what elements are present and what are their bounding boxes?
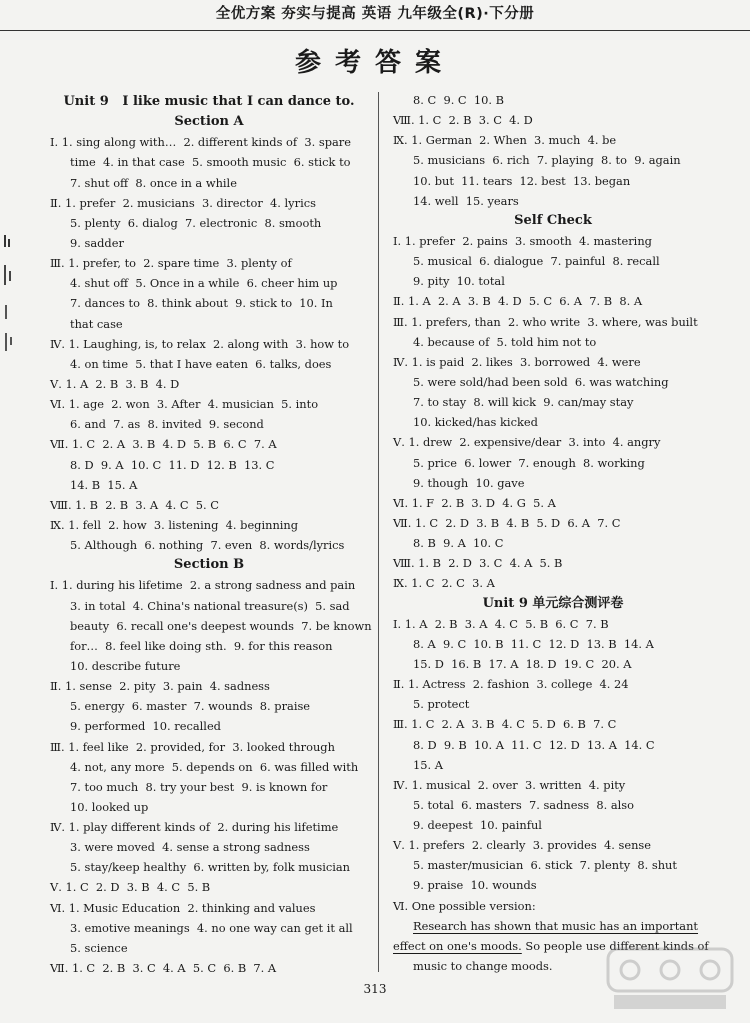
answer-line: 8. C 9. C 10. B xyxy=(413,93,504,107)
answer-group-line: Ⅴ. 1. A 2. B 3. B 4. D xyxy=(50,376,180,391)
answer-line: 5. energy 6. master 7. wounds 8. praise xyxy=(70,699,311,714)
answer-line: 8. D 9. B 10. A 11. C 12. D 13. A 14. C xyxy=(413,737,655,752)
answer-line: 5. were sold/had been sold 6. was watching xyxy=(413,374,669,389)
answer-group-line: Ⅰ. 1. sing along with… 2. different kinds of 3. spare xyxy=(50,135,351,150)
answer-group-line: Ⅶ. 1. C 2. B 3. C 4. A 5. C 6. B 7. A xyxy=(50,961,277,976)
answer-line: 7. too much 8. try your best 9. is known for xyxy=(70,779,328,794)
answer-group-line: Ⅲ. 1. prefers, than 2. who write 3. where, was built xyxy=(393,314,698,329)
answer-group-line: Ⅴ. 1. prefers 2. clearly 3. provides 4. sense xyxy=(393,838,652,853)
answer-text: So people use different kinds of xyxy=(521,938,709,953)
answer-line: 8. B 9. A 10. C xyxy=(413,536,504,551)
page-number: 313 xyxy=(363,982,387,996)
section-title: Unit 9 单元综合测评卷 xyxy=(482,595,624,611)
answer-group-line: Ⅸ. 1. fell 2. how 3. listening 4. beginning xyxy=(50,517,299,532)
answer-group-line: Ⅳ. 1. musical 2. over 3. written 4. pity xyxy=(393,777,626,792)
answer-group-line: Ⅲ. 1. C 2. A 3. B 4. C 5. D 6. B 7. C xyxy=(393,717,617,732)
answer-line: 5. Although 6. nothing 7. even 8. words/lyrics xyxy=(70,538,345,553)
page-header: 全优方案 夯实与提高 英语 九年级全(R)·下分册 xyxy=(0,0,750,31)
answer-line: 5. musical 6. dialogue 7. painful 8. recall xyxy=(413,254,660,269)
answer-line: that case xyxy=(70,316,123,331)
answer-line: music to change moods. xyxy=(413,959,553,974)
answer-group-line: Ⅳ. 1. play different kinds of 2. during his lifetime xyxy=(50,820,339,835)
section-title: Unit 9 I like music that I can dance to. xyxy=(63,94,355,109)
answer-group-line: Ⅸ. 1. C 2. C 3. A xyxy=(393,576,495,591)
answer-group-line: Ⅴ. 1. drew 2. expensive/dear 3. into 4. angry xyxy=(393,435,661,450)
column-divider xyxy=(378,92,379,972)
answer-line: 14. B 15. A xyxy=(70,477,138,492)
section-title: Section B xyxy=(173,557,245,573)
answer-group-line: Ⅱ. 1. Actress 2. fashion 3. college 4. 24 xyxy=(393,677,629,692)
watermark-logo xyxy=(600,945,740,1015)
answer-group-line: Ⅲ. 1. feel like 2. provided, for 3. looked through xyxy=(50,739,335,754)
answer-line: 5. musicians 6. rich 7. playing 8. to 9. again xyxy=(413,153,681,168)
answer-group-line: Ⅲ. 1. prefer, to 2. spare time 3. plenty of xyxy=(50,256,292,271)
answer-group-line: Ⅷ. 1. B 2. B 3. A 4. C 5. C xyxy=(50,497,219,512)
answer-group-line: Ⅰ. 1. A 2. B 3. A 4. C 5. B 6. C 7. B xyxy=(393,616,609,631)
answer-line: 5. stay/keep healthy 6. written by, folk musician xyxy=(70,860,351,875)
answer-line: 4. because of 5. told him not to xyxy=(413,334,597,349)
answer-line: 4. shut off 5. Once in a while 6. cheer him up xyxy=(70,276,338,291)
answer-line: 5. master/musician 6. stick 7. plenty 8. shut xyxy=(413,858,677,873)
left-answer-column xyxy=(50,92,372,978)
section-title: Section A xyxy=(174,114,244,130)
underlined-text: effect on one's moods. xyxy=(393,938,522,953)
page-title: 参考答案 xyxy=(294,48,455,78)
answer-line: 10. but 11. tears 12. best 13. began xyxy=(413,173,631,188)
answer-line: 9. sadder xyxy=(70,235,124,250)
answer-line: 3. emotive meanings 4. no one way can get it all xyxy=(70,920,353,935)
answer-group-line: Ⅶ. 1. C 2. D 3. B 4. B 5. D 6. A 7. C xyxy=(393,515,621,530)
answer-group-line: Ⅰ. 1. during his lifetime 2. a strong sadness and pain xyxy=(50,578,356,593)
answer-group-line: Ⅷ. 1. B 2. D 3. C 4. A 5. B xyxy=(393,556,563,571)
answer-line: 14. well 15. years xyxy=(413,193,519,208)
answer-group-line: Ⅶ. 1. C 2. A 3. B 4. D 5. B 6. C 7. A xyxy=(50,437,277,452)
answer-group-line: Ⅱ. 1. A 2. A 3. B 4. D 5. C 6. A 7. B 8. A xyxy=(393,294,643,309)
answer-line: 9. praise 10. wounds xyxy=(413,878,537,893)
answer-line: 3. were moved 4. sense a strong sadness xyxy=(70,840,310,855)
answer-line-underlined xyxy=(393,916,713,936)
answer-line: 8. A 9. C 10. B 11. C 12. D 13. B 14. A xyxy=(413,636,654,651)
section-title: Self Check xyxy=(514,212,592,228)
answer-line: 6. and 7. as 8. invited 9. second xyxy=(70,417,264,432)
right-answer-column xyxy=(393,90,713,976)
answer-group-line: Ⅵ. 1. F 2. B 3. D 4. G 5. A xyxy=(393,495,556,510)
answer-group-line: Ⅱ. 1. sense 2. pity 3. pain 4. sadness xyxy=(50,679,270,694)
answer-line: 4. not, any more 5. depends on 6. was filled with xyxy=(70,759,359,774)
answer-line: beauty 6. recall one's deepest wounds 7. be known xyxy=(70,618,372,633)
answer-line: for… 8. feel like doing sth. 9. for this reason xyxy=(70,638,333,653)
answer-line: 15. D 16. B 17. A 18. D 19. C 20. A xyxy=(413,656,632,671)
answer-group-line: Ⅸ. 1. German 2. When 3. much 4. be xyxy=(393,133,617,148)
answer-line: 5. price 6. lower 7. enough 8. working xyxy=(413,455,645,470)
answer-line: 7. shut off 8. once in a while xyxy=(70,175,237,190)
answer-line: time 4. in that case 5. smooth music 6. stick to xyxy=(70,155,351,170)
answer-line: 10. describe future xyxy=(70,658,181,673)
answer-line: 15. A xyxy=(413,757,443,772)
answer-line: 7. dances to 8. think about 9. stick to 10. In xyxy=(70,296,333,311)
answer-group-line: Ⅱ. 1. prefer 2. musicians 3. director 4. lyrics xyxy=(50,195,316,210)
answer-line: 9. though 10. gave xyxy=(413,475,525,490)
answer-group-line: Ⅳ. 1. Laughing, is, to relax 2. along with 3. how to xyxy=(50,336,350,351)
answer-line: 4. on time 5. that I have eaten 6. talks, does xyxy=(70,356,332,371)
answer-line: 10. looked up xyxy=(70,799,149,814)
answer-line: 3. in total 4. China's national treasure(s) 5. sad xyxy=(70,598,350,613)
answer-line: 5. protect xyxy=(413,697,470,712)
answer-group-line: Ⅴ. 1. C 2. D 3. B 4. C 5. B xyxy=(50,880,211,895)
answer-group-line: Ⅳ. 1. is paid 2. likes 3. borrowed 4. were xyxy=(393,354,641,369)
answer-line: 10. kicked/has kicked xyxy=(413,415,538,430)
answer-line: 9. performed 10. recalled xyxy=(70,719,221,734)
answer-group-line: Ⅷ. 1. C 2. B 3. C 4. D xyxy=(393,113,533,128)
answer-line: 5. plenty 6. dialog 7. electronic 8. smooth xyxy=(70,215,322,230)
answer-group-line: Ⅵ. One possible version: xyxy=(393,898,536,913)
answer-line: 8. D 9. A 10. C 11. D 12. B 13. C xyxy=(70,457,275,472)
answer-line: 5. science xyxy=(70,940,128,955)
underlined-text: Research has shown that music has an important xyxy=(413,918,699,933)
answer-line: 9. deepest 10. painful xyxy=(413,818,542,833)
answer-group-line: Ⅰ. 1. prefer 2. pains 3. smooth 4. mastering xyxy=(393,233,652,248)
binding-edge-marks xyxy=(2,225,18,375)
answer-group-line: Ⅵ. 1. age 2. won 3. After 4. musician 5. into xyxy=(50,397,319,412)
answer-line: 5. total 6. masters 7. sadness 8. also xyxy=(413,797,635,812)
answer-line: 7. to stay 8. will kick 9. can/may stay xyxy=(413,395,634,410)
answer-group-line: Ⅵ. 1. Music Education 2. thinking and values xyxy=(50,900,316,915)
answer-line: 9. pity 10. total xyxy=(413,274,505,289)
